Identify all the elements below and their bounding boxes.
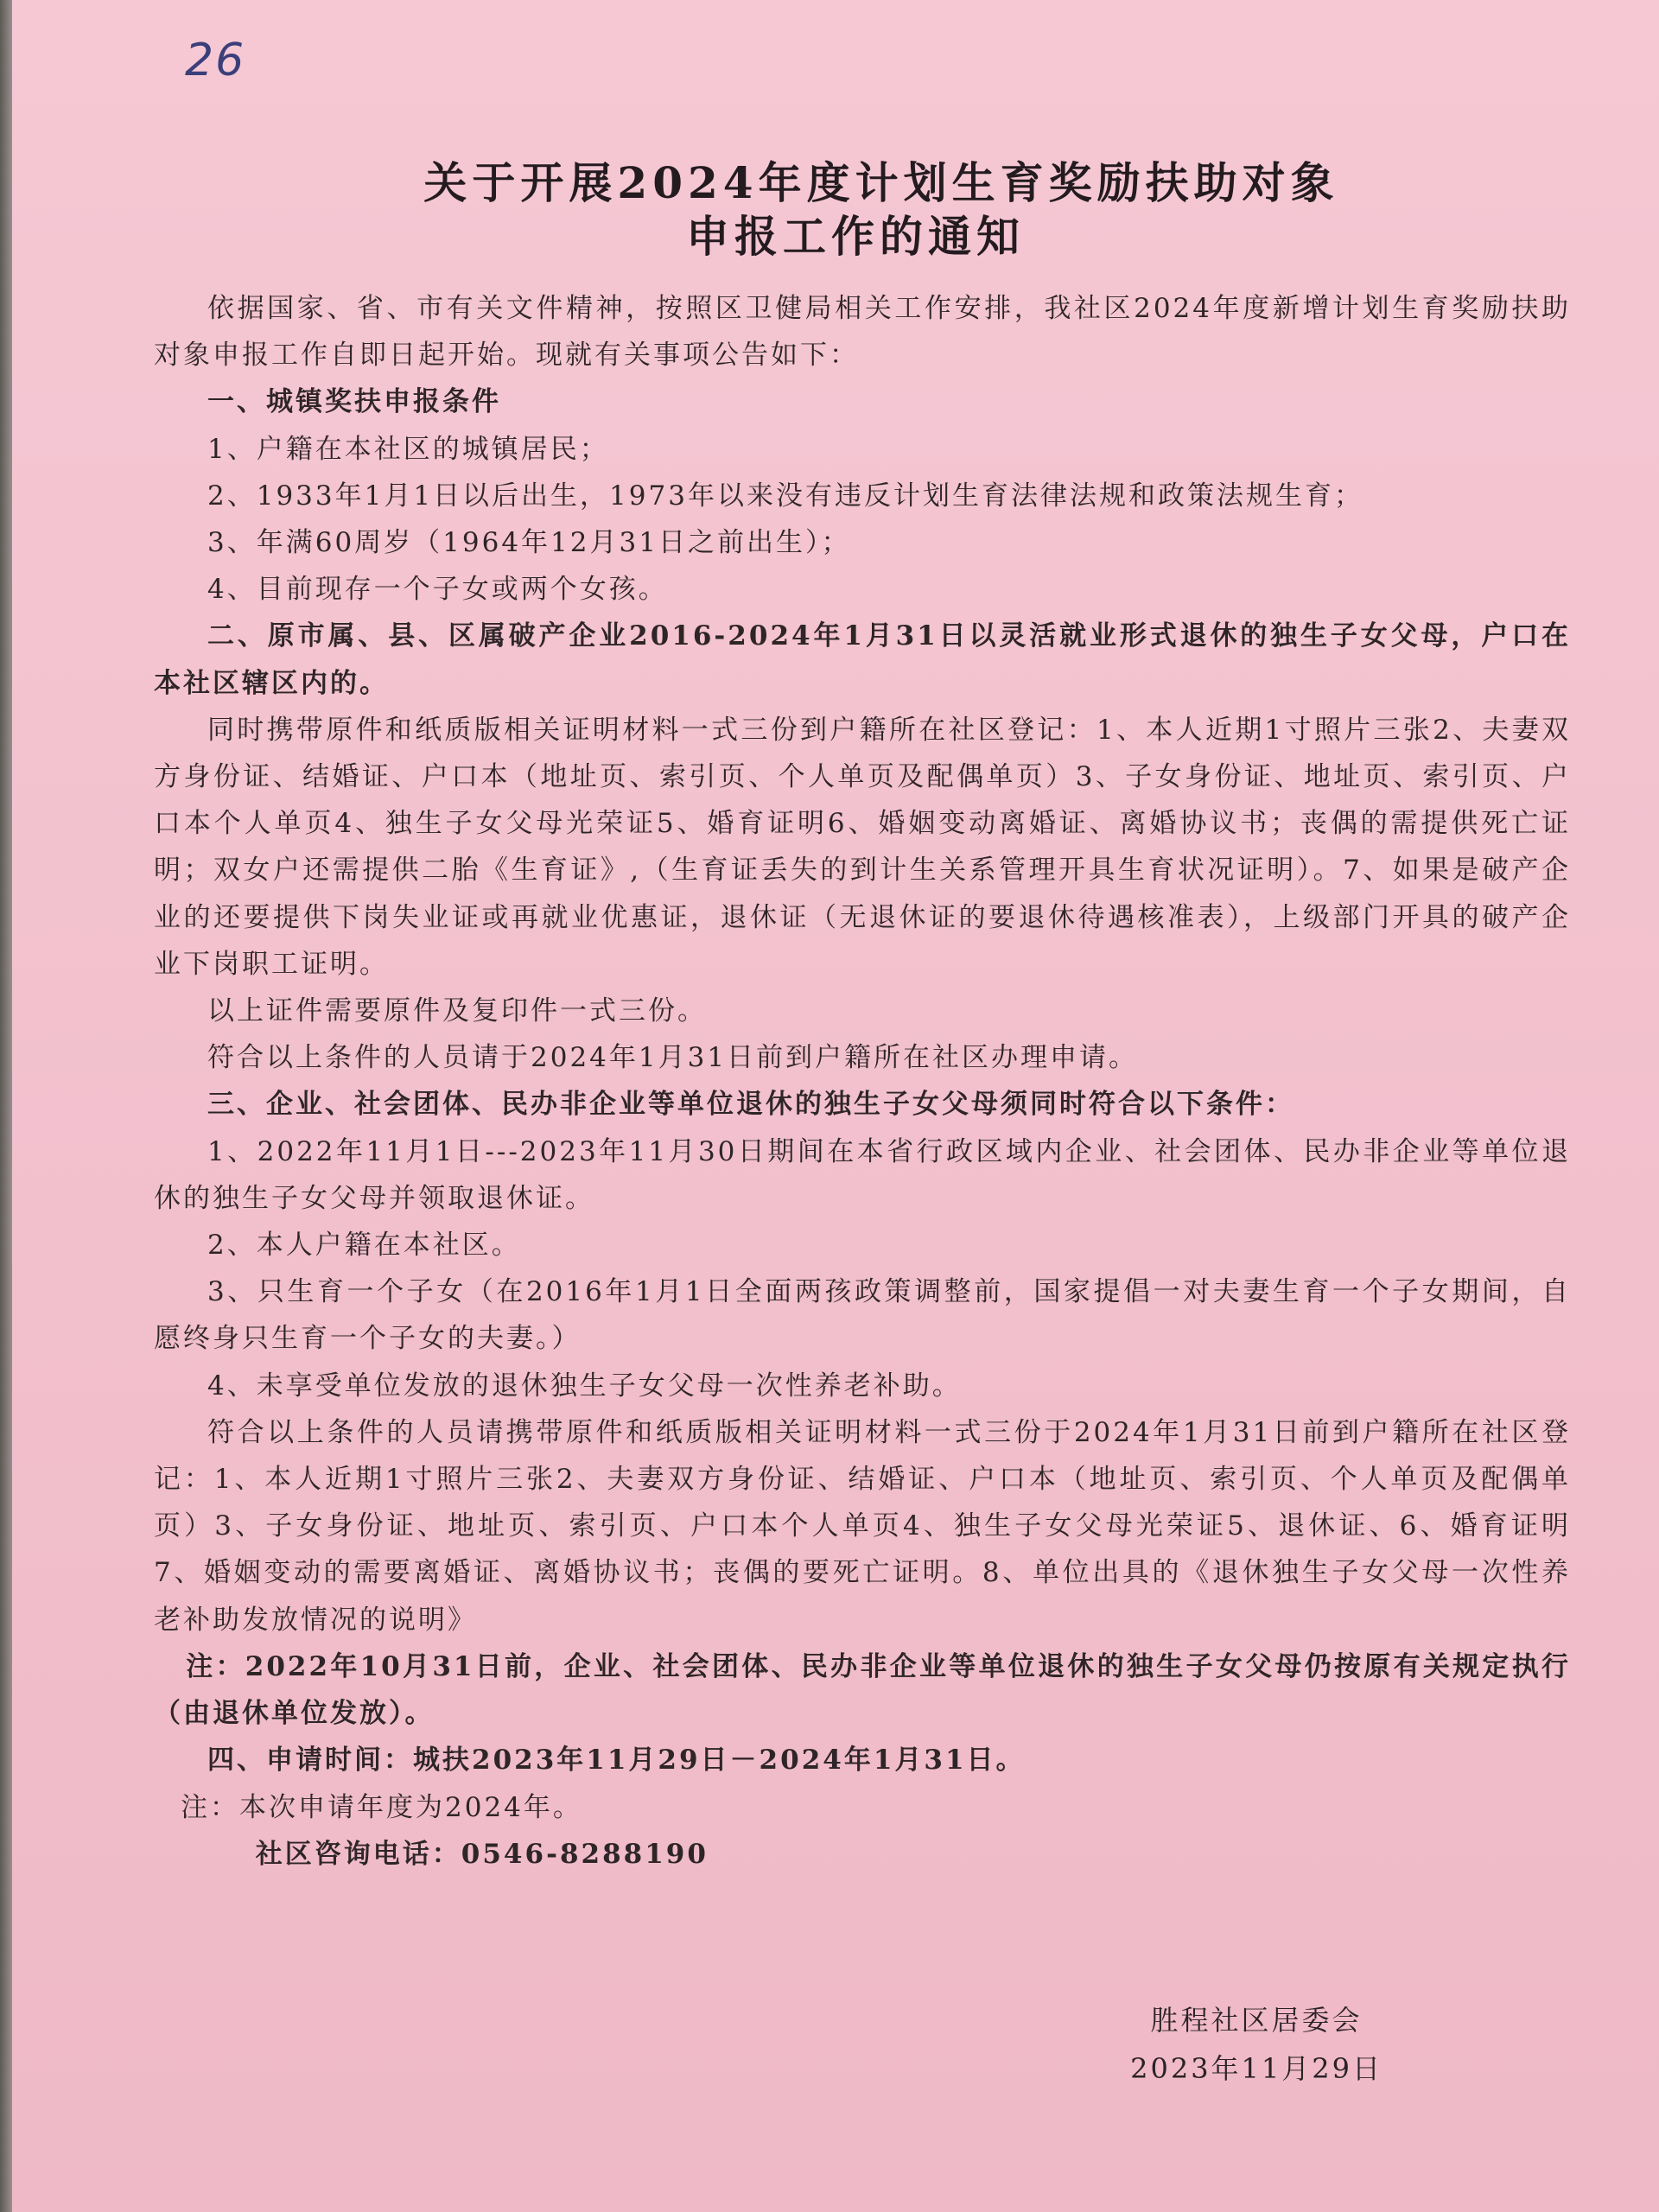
section-3-materials: 符合以上条件的人员请携带原件和纸质版相关证明材料一式三份于2024年1月31日前到户籍所在社区登记：1、本人近期1寸照片三张2、夫妻双方身份证、结婚证、户口本（地址页、索引页、个人单页及配偶单页）3、子女身份证、地址页、索引页、户口本个人单页4、独生子女父母光荣证5、退休证、6、婚育证明7、婚姻变动的需要离婚证、离婚协议书；丧偶的要死亡证明。8、单位出具的《退休独生子女父母一次性养老补助发放情况的说明》 <box>154 1416 1571 1636</box>
section-2-heading: 二、原市属、县、区属破产企业2016-2024年1月31日以灵活就业形式退休的独生子女父母，户口在本社区辖区内的。 <box>154 620 1571 699</box>
intro-paragraph: 依据国家、省、市有关文件精神，按照区卫健局相关工作安排，我社区2024年度新增计划生育奖励扶助对象申报工作自即日起开始。现就有关事项公告如下： <box>154 293 1571 372</box>
section-3-item-2: 2、本人户籍在本社区。 <box>207 1230 521 1262</box>
section-2-materials: 同时携带原件和纸质版相关证明材料一式三份到户籍所在社区登记：1、本人近期1寸照片三张2、夫妻双方身份证、结婚证、户口本（地址页、索引页、个人单页及配偶单页）3、子女身份证、地址页、索引页、户口本个人单页4、独生子女父母光荣证5、婚育证明6、婚姻变动离婚证、离婚协议书；丧偶的需提供死亡证明；双女户还需提供二胎《生育证》,（生育证丢失的到计生关系管理开具生育状况证明）。7、如果是破产企业的还要提供下岗失业证或再就业优惠证，退休证（无退休证的要退休待遇核准表），上级部门开具的破产企业下岗职工证明。 <box>154 714 1571 980</box>
section-1-item-2: 2、1933年1月1日以后出生，1973年以来没有违反计划生育法律法规和政策法规生育； <box>207 480 1363 512</box>
desk-edge <box>0 0 12 2212</box>
section-2-copies: 以上证件需要原件及复印件一式三份。 <box>207 995 707 1027</box>
section-2-deadline: 符合以上条件的人员请于2024年1月31日前到户籍所在社区办理申请。 <box>207 1042 1139 1074</box>
issuing-organization: 胜程社区居委会 <box>1150 2004 1363 2037</box>
section-1-item-4: 4、目前现存一个子女或两个女孩。 <box>207 574 668 606</box>
consult-phone: 社区咨询电话：0546-8288190 <box>255 1838 709 1870</box>
section-3-item-4: 4、未享受单位发放的退休独生子女父母一次性养老补助。 <box>207 1370 962 1402</box>
section-3-item-1: 1、2022年11月1日---2023年11月30日期间在本省行政区域内企业、社会团体、民办非企业等单位退休的独生子女父母并领取退休证。 <box>154 1135 1571 1214</box>
section-3-item-3: 3、只生育一个子女（在2016年1月1日全面两孩政策调整前，国家提倡一对夫妻生育一个子女期间，自愿终身只生育一个子女的夫妻。） <box>154 1276 1571 1355</box>
document-title-line-2: 申报工作的通知 <box>686 211 1025 262</box>
signature-block <box>1130 1996 1382 2093</box>
handwritten-page-number: 26 <box>185 35 246 86</box>
section-1-item-3: 3、年满60周岁（1964年12月31日之前出生）； <box>207 527 851 559</box>
document-title-line-1: 关于开展2024年度计划生育奖励扶助对象 <box>423 157 1339 208</box>
section-1-item-1: 1、户籍在本社区的城镇居民； <box>207 433 609 465</box>
section-3-note: 注：2022年10月31日前，企业、社会团体、民办非企业等单位退休的独生子女父母仍按原有关规定执行（由退休单位发放）。 <box>154 1650 1571 1730</box>
document-body <box>154 285 1571 1878</box>
section-1-heading: 一、城镇奖扶申报条件 <box>207 386 501 418</box>
year-note: 注：本次申请年度为2024年。 <box>181 1791 582 1823</box>
section-4-heading: 四、申请时间：城扶2023年11月29日－2024年1月31日。 <box>207 1745 1026 1777</box>
section-3-heading: 三、企业、社会团体、民办非企业等单位退休的独生子女父母须同时符合以下条件： <box>207 1089 1294 1121</box>
issue-date: 2023年11月29日 <box>1130 2052 1382 2085</box>
